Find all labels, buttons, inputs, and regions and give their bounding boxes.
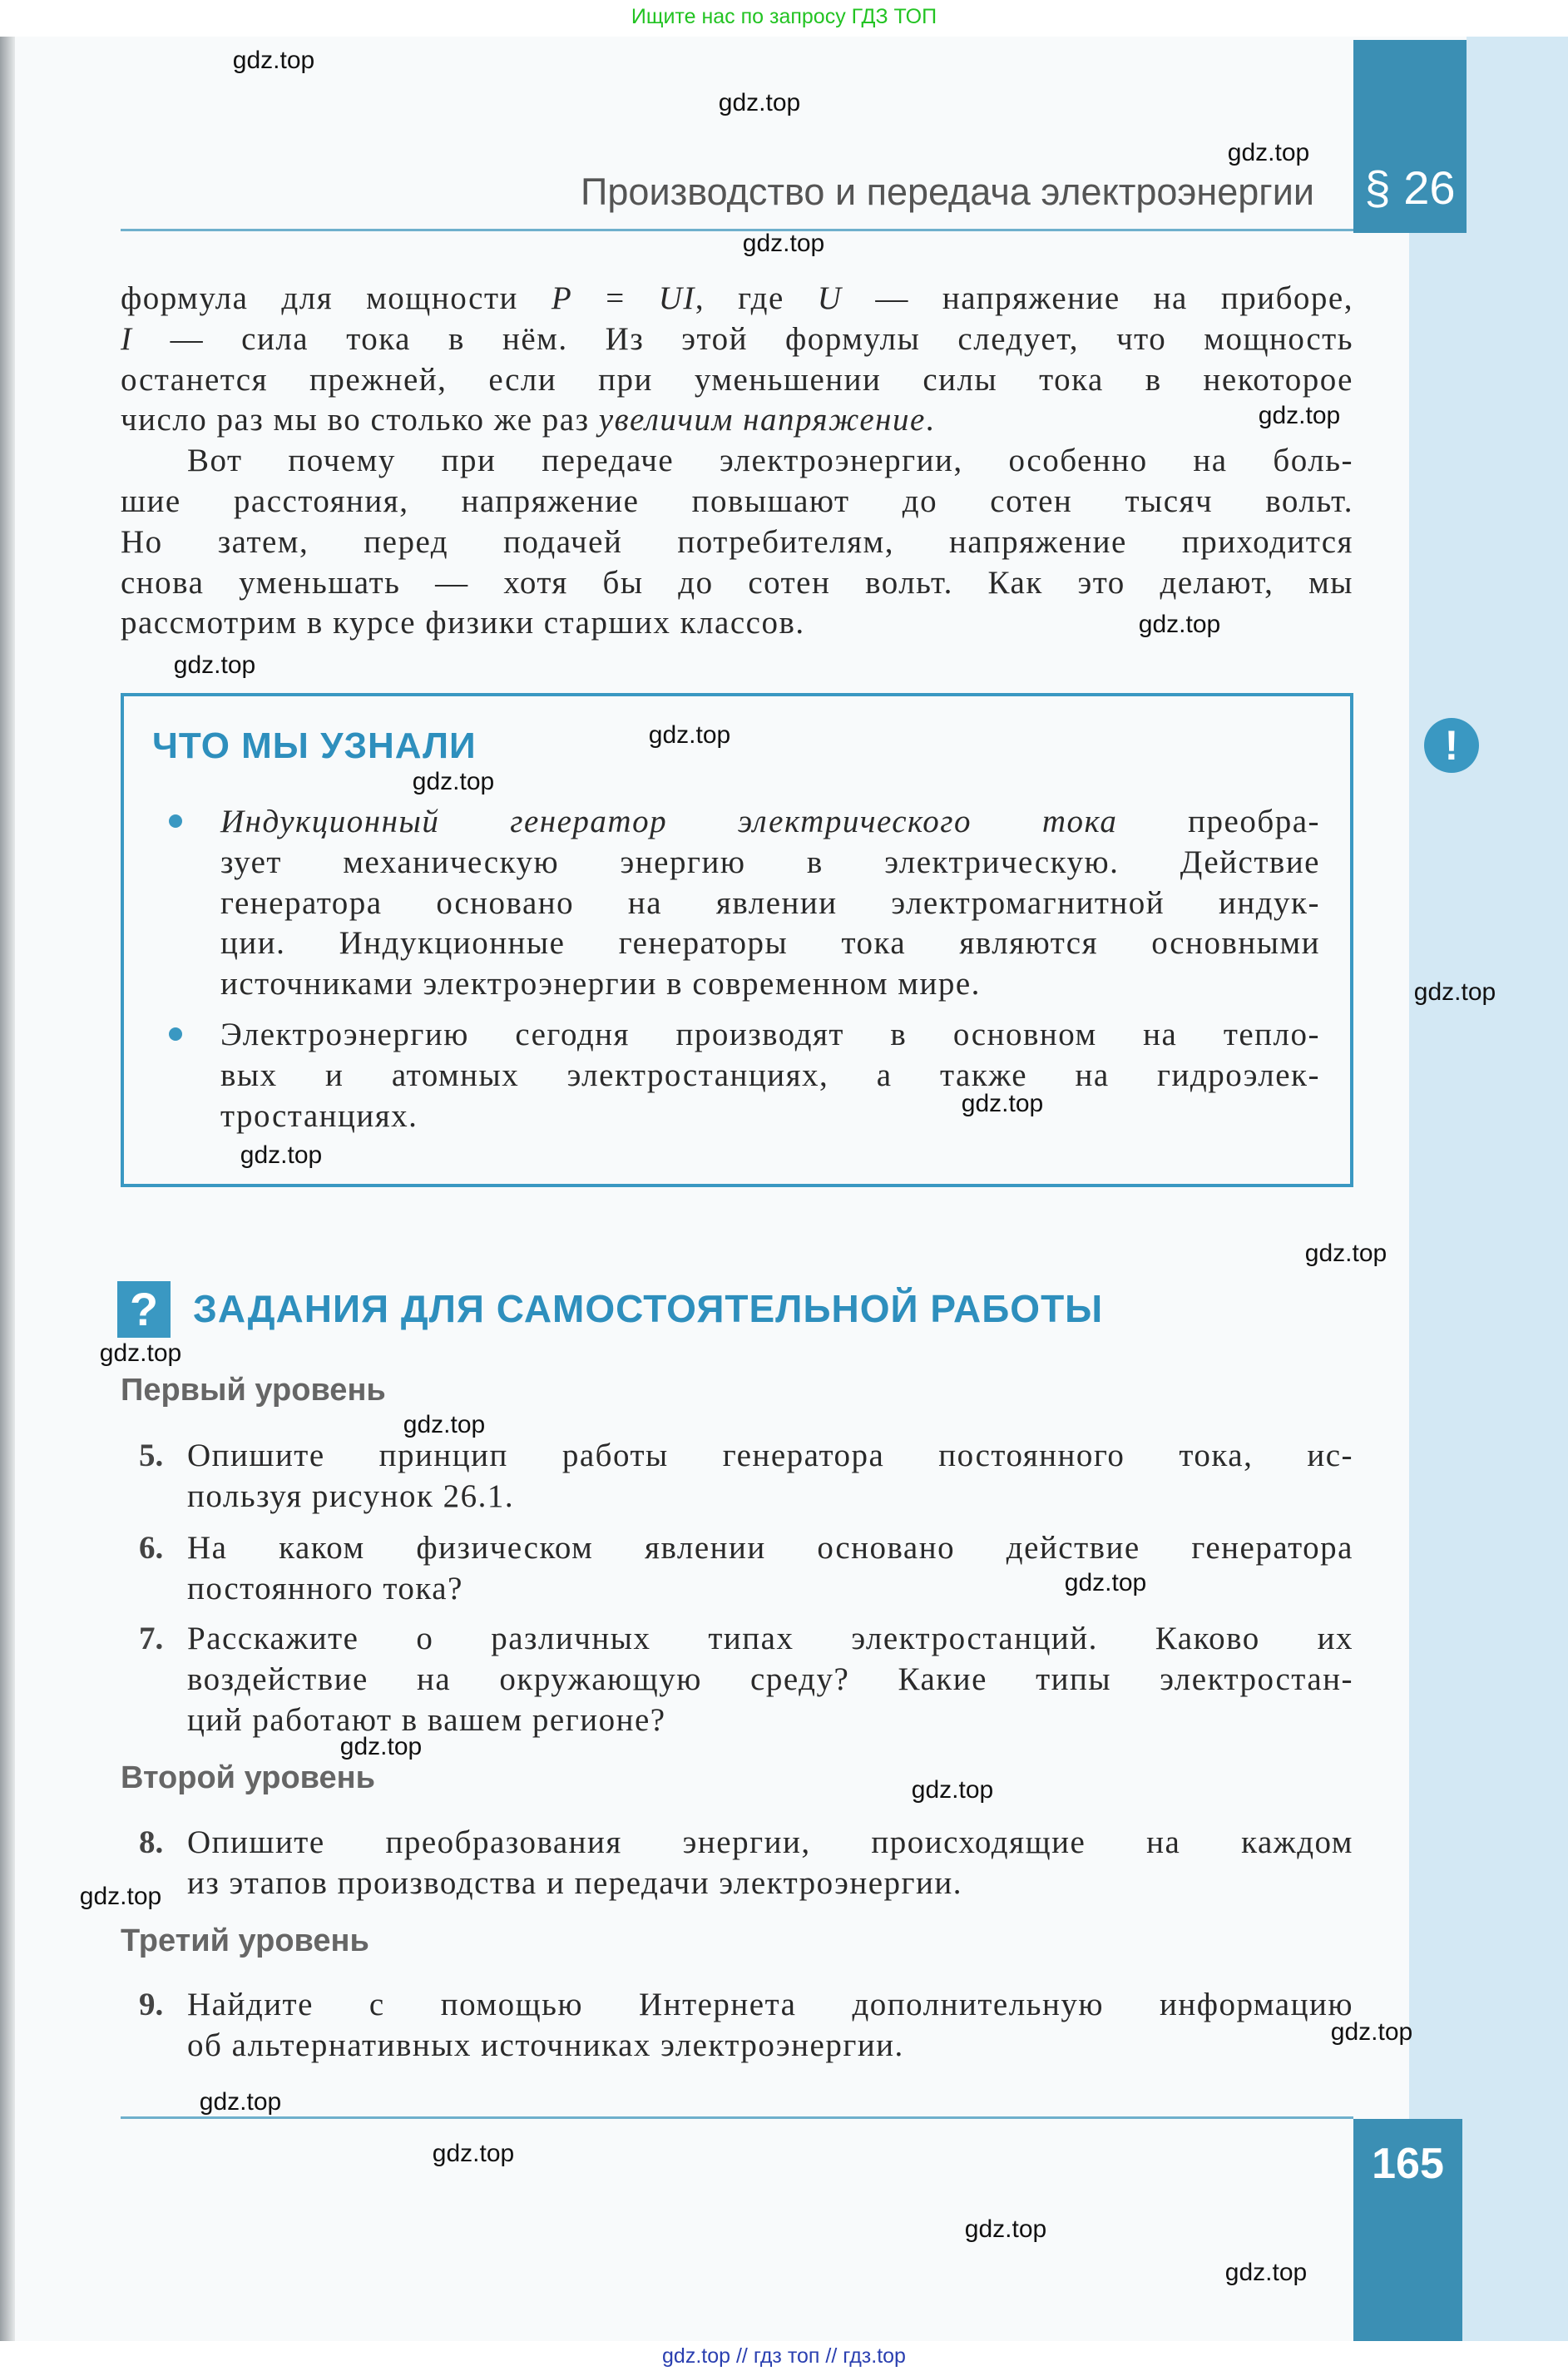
text-segment: Расскажите о различных типах электростанций. Каково их <box>187 1621 1353 1656</box>
watermark: gdz.top <box>199 2088 282 2116</box>
task-number: 5. <box>139 1438 164 1473</box>
text-segment: постоянного тока? <box>187 1570 463 1606</box>
task-line <box>187 1659 1353 1700</box>
task-line <box>187 1476 1353 1517</box>
watermark: gdz.top <box>1330 2018 1413 2046</box>
question-icon: ? <box>117 1281 171 1338</box>
text-segment: Опишите преобразования энергии, происходящие на каждом <box>187 1824 1353 1860</box>
site-footer <box>0 2341 1568 2371</box>
task-line <box>187 1618 1353 1659</box>
watermark: gdz.top <box>1304 1240 1387 1267</box>
task-number: 8. <box>139 1824 164 1860</box>
watermark: gdz.top <box>232 47 315 74</box>
tasks-title: ЗАДАНИЯ ДЛЯ САМОСТОЯТЕЛЬНОЙ РАБОТЫ <box>193 1287 1104 1330</box>
watermark: gdz.top <box>173 651 256 679</box>
text-segment: останется прежней, если при уменьшении силы тока в некоторое <box>121 361 1353 398</box>
bullet-icon <box>169 1027 182 1041</box>
watermark: gdz.top <box>964 2215 1047 2243</box>
summary-line <box>220 1014 1320 1055</box>
text-segment: ций работают в вашем регионе? <box>187 1701 666 1738</box>
body-line <box>121 399 1353 440</box>
watermark: gdz.top <box>1138 611 1221 638</box>
page-number: 165 <box>1372 2140 1444 2188</box>
watermark: gdz.top <box>1224 2259 1308 2286</box>
text-segment: формула для мощности <box>121 280 552 316</box>
text-segment: На каком физическом явлении основано действие генератора <box>187 1530 1353 1566</box>
watermark: gdz.top <box>412 768 495 795</box>
text-segment: шие расстояния, напряжение повышают до сотен тысяч вольт. <box>121 483 1353 519</box>
page-number-badge <box>1353 2119 1462 2341</box>
side-margin-strip-top <box>1467 37 1568 236</box>
footer-text: gdz.top // гдз топ // гдз.top <box>662 2344 906 2368</box>
text-segment: UI <box>658 280 695 316</box>
task-number: 9. <box>139 1987 164 2022</box>
text-segment: Но затем, перед подачей потребителям, напряжение приходится <box>121 523 1353 560</box>
text-segment: = <box>572 280 659 316</box>
side-margin-strip <box>1409 233 1568 2341</box>
body-line <box>121 278 1353 319</box>
text-segment: об альтернативных источниках электроэнергии. <box>187 2027 904 2063</box>
watermark: gdz.top <box>1227 139 1310 166</box>
watermark: gdz.top <box>403 1411 486 1438</box>
text-segment: воздействие на окружающую среду? Какие типы электростан- <box>187 1661 1353 1697</box>
task-line <box>187 1568 1353 1609</box>
watermark: gdz.top <box>339 1733 423 1760</box>
watermark: gdz.top <box>99 1339 182 1367</box>
summary-line <box>220 1096 1320 1136</box>
summary-line <box>220 1055 1320 1096</box>
text-segment: пользуя рисунок 26.1. <box>187 1478 515 1514</box>
text-segment: Электроэнергию сегодня производят в основном на тепло- <box>220 1017 1320 1052</box>
summary-title: ЧТО МЫ УЗНАЛИ <box>152 725 477 766</box>
text-segment: — напряжение на приборе, <box>842 280 1353 316</box>
text-segment: тростанциях. <box>220 1097 418 1134</box>
watermark: gdz.top <box>1413 978 1496 1006</box>
level-heading: Первый уровень <box>121 1373 386 1408</box>
watermark: gdz.top <box>1064 1569 1147 1596</box>
text-segment: снова уменьшать — хотя бы до сотен вольт. Как это делают, мы <box>121 564 1353 601</box>
footer-divider <box>121 2116 1353 2119</box>
watermark: gdz.top <box>718 89 801 116</box>
watermark: gdz.top <box>79 1883 162 1910</box>
page-edge-shadow <box>0 37 15 2341</box>
text-segment: P <box>551 280 573 316</box>
text-segment: — сила тока в нём. Из этой формулы следует, что мощность <box>132 320 1353 357</box>
task-line <box>187 1984 1353 2025</box>
summary-line <box>220 963 1320 1004</box>
watermark: gdz.top <box>961 1090 1044 1117</box>
task-number: 6. <box>139 1530 164 1566</box>
text-segment: Найдите с помощью Интернета дополнительную информацию <box>187 1987 1353 2022</box>
level-heading: Второй уровень <box>121 1760 375 1795</box>
text-segment: Вот почему при передаче электроэнергии, особенно на боль- <box>187 443 1353 479</box>
text-segment: из этапов производства и передачи электроэнергии. <box>187 1864 963 1901</box>
body-line <box>121 562 1353 603</box>
task-line <box>187 1822 1353 1863</box>
text-segment: увеличим напряжение <box>598 402 926 438</box>
task-line <box>187 1527 1353 1568</box>
text-segment: Индукционный генератор электрического тока <box>220 804 1118 839</box>
summary-line <box>220 923 1320 963</box>
text-segment: число раз мы во столько же раз <box>121 402 599 438</box>
text-segment: вых и атомных электростанциях, а также на гидроэлек- <box>220 1057 1320 1093</box>
task-line <box>187 1435 1353 1476</box>
body-line <box>121 522 1353 562</box>
task-line <box>187 2025 1353 2066</box>
watermark: gdz.top <box>911 1776 994 1804</box>
exclamation-icon: ! <box>1424 718 1479 773</box>
text-segment: зует механическую энергию в электрическую. Действие <box>220 844 1320 880</box>
watermark: gdz.top <box>1258 402 1341 429</box>
text-segment: U <box>817 280 843 316</box>
running-header-title: Производство и передача электроэнергии <box>581 171 1314 213</box>
summary-line <box>220 842 1320 883</box>
text-segment: Опишите принцип работы генератора постоянного тока, ис- <box>187 1438 1353 1473</box>
task-number: 7. <box>139 1621 164 1656</box>
summary-line <box>220 801 1320 842</box>
section-badge <box>1353 40 1467 233</box>
top-banner <box>0 0 1568 37</box>
watermark: gdz.top <box>648 721 731 749</box>
section-number: § 26 <box>1364 161 1456 214</box>
body-line <box>121 319 1353 359</box>
top-banner-text: Ищите нас по запросу ГДЗ ТОП <box>631 5 937 28</box>
text-segment: . <box>925 402 936 438</box>
summary-line <box>220 883 1320 923</box>
watermark: gdz.top <box>742 230 825 257</box>
task-line <box>187 1863 1353 1903</box>
body-line <box>121 359 1353 400</box>
level-heading: Третий уровень <box>121 1923 369 1958</box>
watermark: gdz.top <box>240 1141 323 1169</box>
body-line <box>121 481 1353 522</box>
watermark: gdz.top <box>432 2140 515 2167</box>
text-segment: преобра- <box>1117 804 1321 839</box>
text-segment: рассмотрим в курсе физики старших классов. <box>121 605 805 641</box>
text-segment: генератора основано на явлении электромагнитной индук- <box>220 884 1320 921</box>
text-segment: I <box>121 320 133 357</box>
text-segment: , где <box>695 280 818 316</box>
text-segment: ции. Индукционные генераторы тока являются основными <box>220 925 1320 962</box>
text-segment: источниками электроэнергии в современном мире. <box>220 966 981 1002</box>
bullet-icon <box>169 814 182 828</box>
body-line <box>187 440 1353 481</box>
header-divider <box>121 229 1353 231</box>
